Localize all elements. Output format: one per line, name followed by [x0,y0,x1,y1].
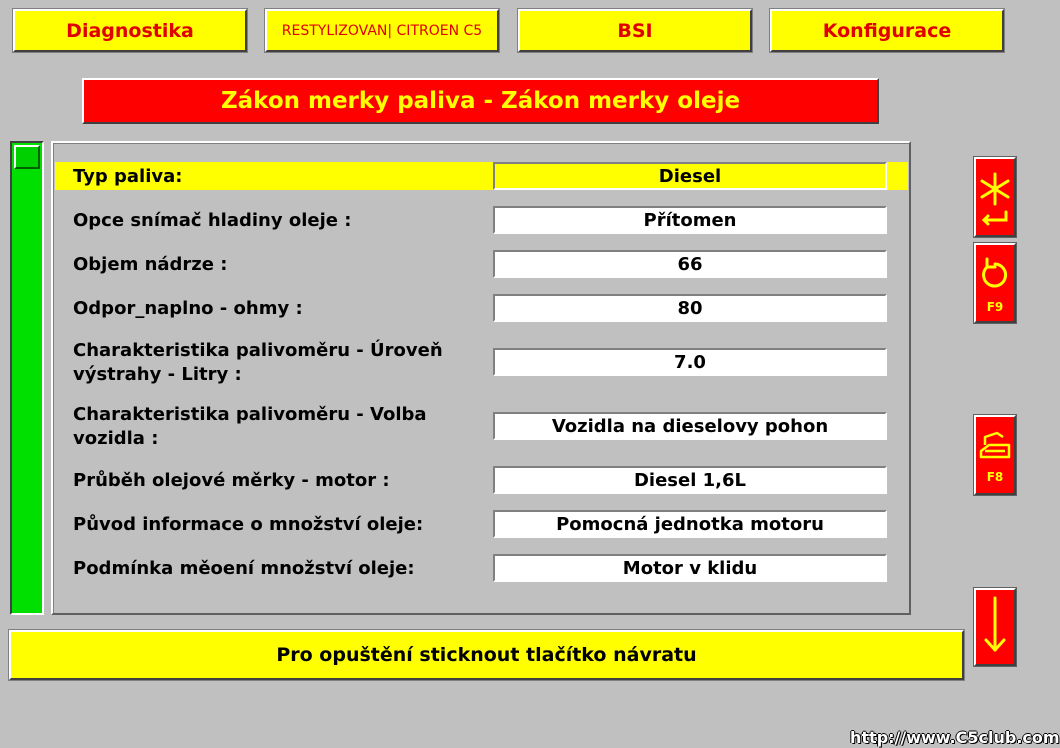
row-label-warning-level [73,339,483,387]
row-label-oil-info-source: Původ informace o množství oleje: [73,514,424,535]
tab-vehicle[interactable] [265,9,499,52]
row-value-fuel-type[interactable] [493,162,887,190]
tab-label: Konfigurace [822,19,952,42]
row-value-oil-info-source[interactable] [493,510,887,538]
row-value-tank-volume[interactable] [493,250,887,278]
row-value-measure-condition[interactable] [493,554,887,582]
undo-icon [978,253,1012,301]
f8-label: F8 [986,470,1004,484]
tab-label: BSI [617,19,653,42]
row-label-measure-condition: Podmínka měoení množství oleje: [73,558,415,579]
label-line: Charakteristika palivoměru - Volba [73,404,427,425]
label-line: Charakteristika palivoměru - Úroveň [73,340,443,361]
tab-bsi[interactable] [518,9,752,52]
row-label-oil-gauge-engine: Průběh olejové měrky - motor : [73,470,390,491]
arrow-down-icon [980,592,1010,662]
status-bar [9,630,964,680]
row-label-tank-volume: Objem nádrze : [73,254,228,275]
asterisk-enter-icon [978,160,1012,234]
print-icon [977,427,1013,471]
value-text: 66 [677,253,703,275]
print-f8-button[interactable] [974,415,1016,495]
label-line: výstrahy - Litry : [73,364,242,385]
row-value-oil-gauge-engine[interactable] [493,466,887,494]
value-text: Vozidla na dieselovy pohon [551,415,829,437]
value-text: Motor v klidu [622,557,758,579]
row-label-oil-sensor: Opce snímač hladiny oleje : [73,210,352,231]
row-value-warning-level[interactable] [493,348,887,376]
value-text: Diesel [658,165,722,187]
tab-label: Diagnostika [66,19,194,42]
row-label-resistance: Odpor_naplno - ohmy : [73,298,303,319]
tab-konfigurace[interactable] [770,9,1004,52]
status-text: Pro opuštění sticknout tlačítko návratu [276,644,697,666]
value-text: Diesel 1,6L [633,469,747,491]
tab-label: RESTYLIZOVAN| CITROEN C5 [281,22,483,39]
watermark: http://www.C5club.com [850,728,1060,747]
row-value-oil-sensor[interactable] [493,206,887,234]
vertical-scrollbar[interactable] [10,141,44,615]
f9-label: F9 [986,300,1004,314]
value-text: 80 [677,297,703,319]
label-line: vozidla : [73,428,159,449]
undo-f9-button[interactable] [974,243,1016,323]
page-title [82,78,879,124]
row-label-vehicle-choice [73,403,483,451]
scroll-down-button[interactable] [974,588,1016,666]
row-label-fuel-type: Typ paliva: [73,166,183,187]
confirm-button[interactable] [974,157,1016,237]
row-value-resistance[interactable] [493,294,887,322]
row-value-vehicle-choice[interactable] [493,412,887,440]
value-text: Pomocná jednotka motoru [556,513,824,535]
page-title-text: Zákon merky paliva - Zákon merky oleje [220,88,741,114]
value-text: 7.0 [674,351,706,373]
scroll-thumb[interactable] [14,145,40,169]
value-text: Přítomen [643,209,737,231]
tab-diagnostika[interactable] [13,9,247,52]
